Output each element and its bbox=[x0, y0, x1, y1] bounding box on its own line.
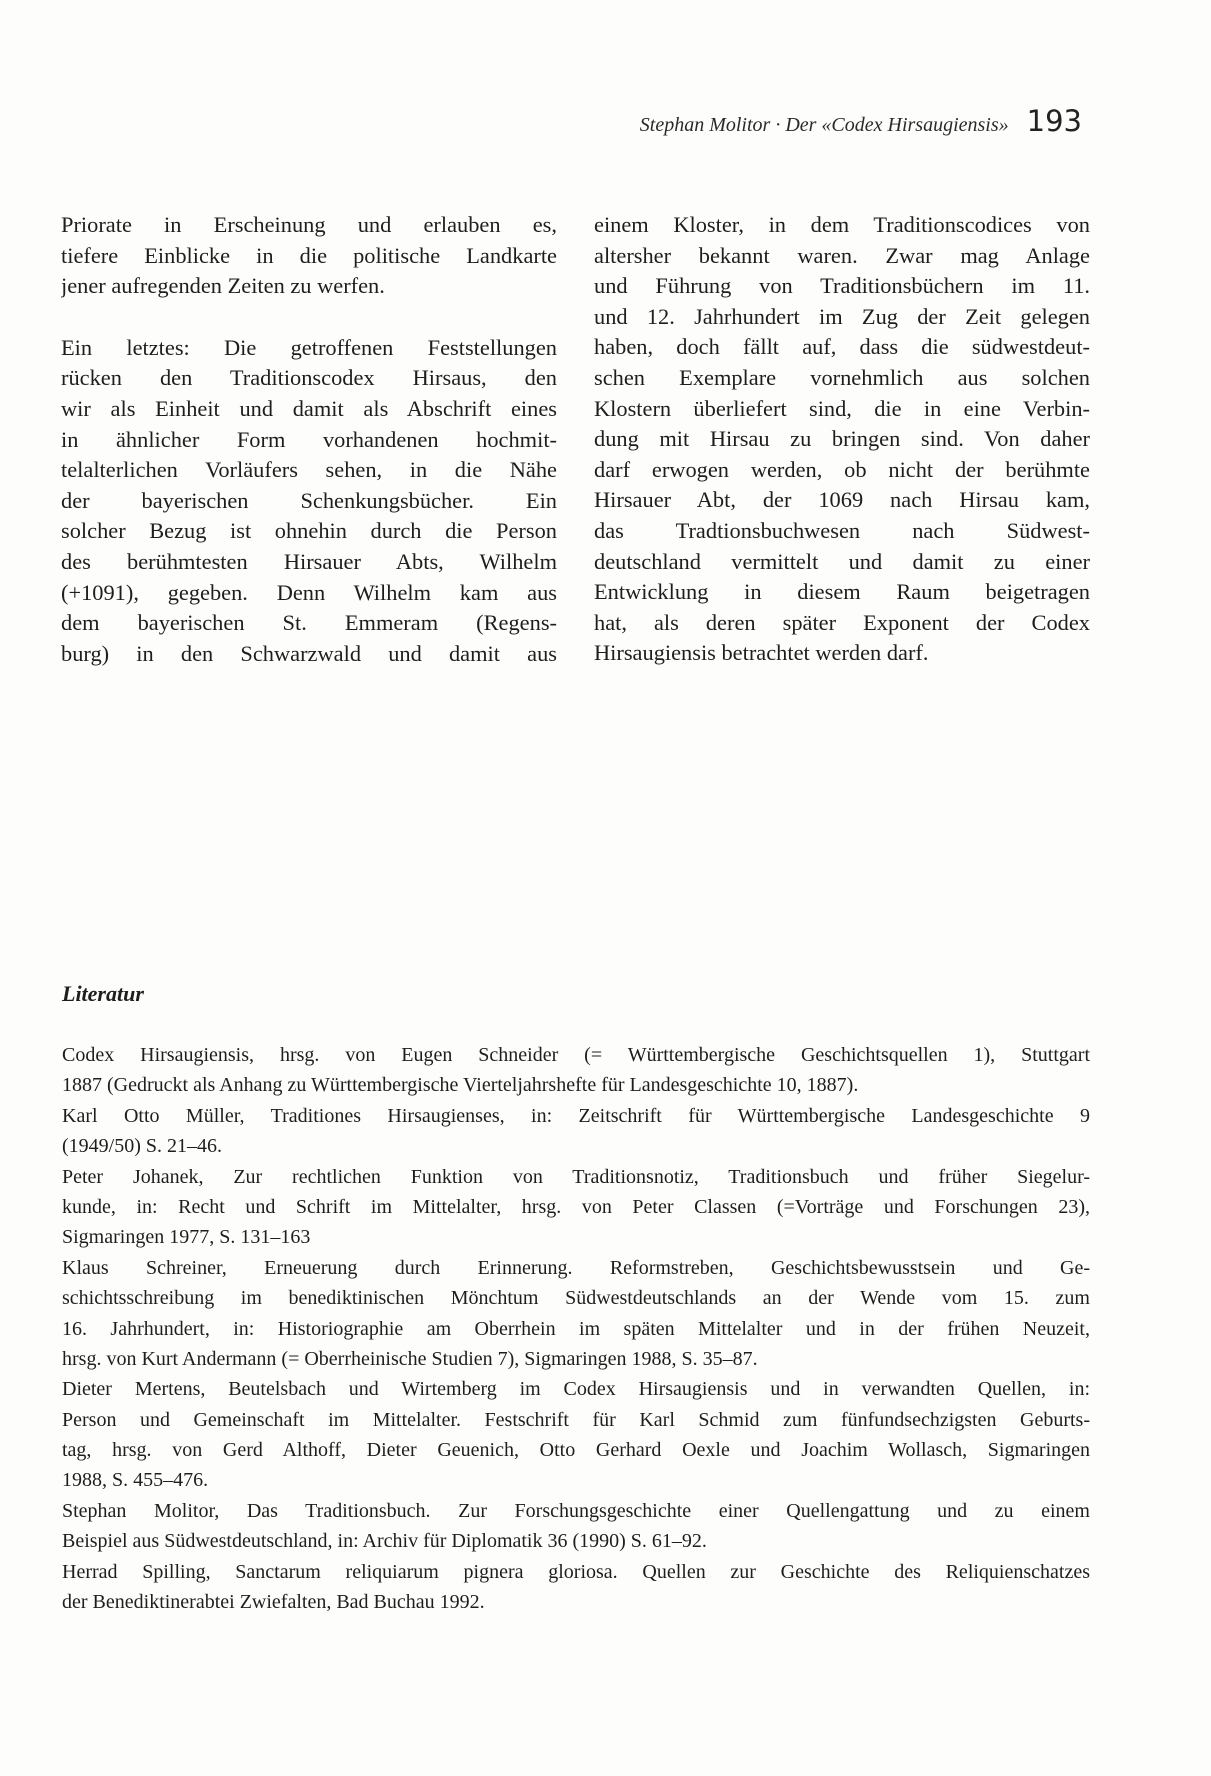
text-line: wir als Einheit und damit als Abschrift eines bbox=[61, 395, 557, 421]
text-line: Klostern überliefert sind, die in eine Verbin- bbox=[594, 395, 1090, 421]
running-header bbox=[540, 104, 1082, 138]
bibliography-entry bbox=[62, 1253, 1090, 1375]
paragraph bbox=[61, 333, 557, 670]
text-line: Ein letztes: Die getroffenen Feststellungen bbox=[61, 334, 557, 360]
entry-line: Stephan Molitor, Das Traditionsbuch. Zur Forschungsgeschichte einer Quellengattung und zu einem bbox=[62, 1499, 1090, 1522]
entry-line: Codex Hirsaugiensis, hrsg. von Eugen Schneider (= Württembergische Geschichtsquellen 1), Stuttgart bbox=[62, 1044, 1090, 1066]
entry-line: tag, hrsg. von Gerd Althoff, Dieter Geuenich, Otto Gerhard Oexle und Joachim Wollasch, Sigmaringen bbox=[62, 1439, 1090, 1462]
text-line: telalterlichen Vorläufers sehen, in die Nähe bbox=[61, 457, 557, 483]
entry-line: (1949/50) S. 21–46. bbox=[62, 1135, 222, 1158]
entry-line: 16. Jahrhundert, in: Historiographie am Oberrhein im späten Mittelalter und in der frühen Neuzeit, bbox=[62, 1317, 1090, 1340]
text-line: rücken den Traditionscodex Hirsaus, den bbox=[61, 365, 557, 391]
entry-line: schichtsschreibung im benediktinischen Mönchtum Südwestdeutschlands an der Wende vom 15. zum bbox=[62, 1287, 1090, 1310]
right-column bbox=[594, 210, 1090, 669]
text-line: burg) in den Schwarzwald und damit aus bbox=[61, 640, 557, 666]
text-line: der bayerischen Schenkungsbücher. Ein bbox=[61, 487, 557, 513]
text-line: Entwicklung in diesem Raum beigetragen bbox=[594, 579, 1090, 605]
entry-line: Sigmaringen 1977, S. 131–163 bbox=[62, 1226, 311, 1249]
text-line: schen Exemplare vornehmlich aus solchen bbox=[594, 364, 1090, 390]
text-line: altersher bekannt waren. Zwar mag Anlage bbox=[594, 242, 1090, 268]
text-line: dem bayerischen St. Emmeram (Regens- bbox=[61, 610, 557, 636]
entry-line: Beispiel aus Südwestdeutschland, in: Archiv für Diplomatik 36 (1990) S. 61–92. bbox=[62, 1530, 707, 1553]
text-line: in ähnlicher Form vorhandenen hochmit- bbox=[61, 426, 557, 452]
text-line: (+1091), gegeben. Denn Wilhelm kam aus bbox=[61, 579, 557, 605]
entry-line: der Benediktinerabtei Zwiefalten, Bad Buchau 1992. bbox=[62, 1591, 485, 1614]
entry-line: 1887 (Gedruckt als Anhang zu Württembergische Vierteljahrshefte für Landesgeschichte 10, 1887). bbox=[62, 1074, 859, 1097]
text-line: und 12. Jahrhundert im Zug der Zeit gelegen bbox=[594, 303, 1090, 329]
literature-heading: Literatur bbox=[62, 981, 144, 1006]
text-line: Hirsauer Abt, der 1069 nach Hirsau kam, bbox=[594, 487, 1090, 513]
left-column bbox=[61, 210, 557, 669]
page-number: 193 bbox=[1026, 104, 1082, 138]
bibliography-entry bbox=[62, 1496, 1090, 1557]
paragraph bbox=[61, 210, 557, 302]
text-line: haben, doch fällt auf, dass die südwestdeut- bbox=[594, 334, 1090, 360]
text-line: Priorate in Erscheinung und erlauben es, bbox=[61, 212, 557, 237]
text-line: darf erwogen werden, ob nicht der berühmte bbox=[594, 456, 1090, 482]
text-line: solcher Bezug ist ohnehin durch die Person bbox=[61, 518, 557, 544]
bibliography-entry bbox=[62, 1557, 1090, 1618]
entry-line: Dieter Mertens, Beutelsbach und Wirtemberg im Codex Hirsaugiensis und in verwandten Quellen, in: bbox=[62, 1378, 1090, 1401]
entry-line: Peter Johanek, Zur rechtlichen Funktion von Traditionsnotiz, Traditionsbuch und früher Siegelur- bbox=[62, 1165, 1090, 1188]
text-line: dung mit Hirsau zu bringen sind. Von daher bbox=[594, 426, 1090, 452]
text-line: hat, als deren später Exponent der Codex bbox=[594, 609, 1090, 635]
entry-line: 1988, S. 455–476. bbox=[62, 1469, 209, 1492]
text-line: und Führung von Traditionsbüchern im 11. bbox=[594, 273, 1090, 299]
text-line: einem Kloster, in dem Traditionscodices von bbox=[594, 212, 1090, 237]
paragraph bbox=[594, 210, 1090, 669]
text-line: Hirsaugiensis betrachtet werden darf. bbox=[594, 640, 929, 666]
entry-line: kunde, in: Recht und Schrift im Mittelalter, hrsg. von Peter Classen (=Vorträge und Forschungen 23), bbox=[62, 1195, 1090, 1218]
entry-line: Herrad Spilling, Sanctarum reliquiarum pignera gloriosa. Quellen zur Geschichte des Reliquienschatzes bbox=[62, 1560, 1090, 1583]
bibliography-entry bbox=[62, 1040, 1090, 1101]
text-line: des berühmtesten Hirsauer Abts, Wilhelm bbox=[61, 548, 557, 574]
entry-line: hrsg. von Kurt Andermann (= Oberrheinische Studien 7), Sigmaringen 1988, S. 35–87. bbox=[62, 1347, 758, 1370]
paragraph-gap bbox=[61, 302, 557, 333]
entry-line: Klaus Schreiner, Erneuerung durch Erinnerung. Reformstreben, Geschichtsbewusstsein und Ge- bbox=[62, 1256, 1090, 1279]
bibliography-entry bbox=[62, 1374, 1090, 1496]
literature-list bbox=[62, 1040, 1090, 1617]
text-line: das Tradtionsbuchwesen nach Südwest- bbox=[594, 517, 1090, 543]
entry-line: Person und Gemeinschaft im Mittelalter. Festschrift für Karl Schmid zum fünfundsechzigsten Geburts- bbox=[62, 1408, 1090, 1431]
running-title: Stephan Molitor · Der «Codex Hirsaugiensis» bbox=[639, 114, 1009, 136]
entry-line: Karl Otto Müller, Traditiones Hirsaugienses, in: Zeitschrift für Württembergische Landesgeschichte 9 bbox=[62, 1104, 1090, 1127]
bibliography-entry bbox=[62, 1101, 1090, 1162]
text-line: deutschland vermittelt und damit zu einer bbox=[594, 548, 1090, 574]
bibliography-entry bbox=[62, 1162, 1090, 1253]
text-line: tiefere Einblicke in die politische Landkarte bbox=[61, 242, 557, 268]
text-line: jener aufregenden Zeiten zu werfen. bbox=[61, 273, 385, 299]
